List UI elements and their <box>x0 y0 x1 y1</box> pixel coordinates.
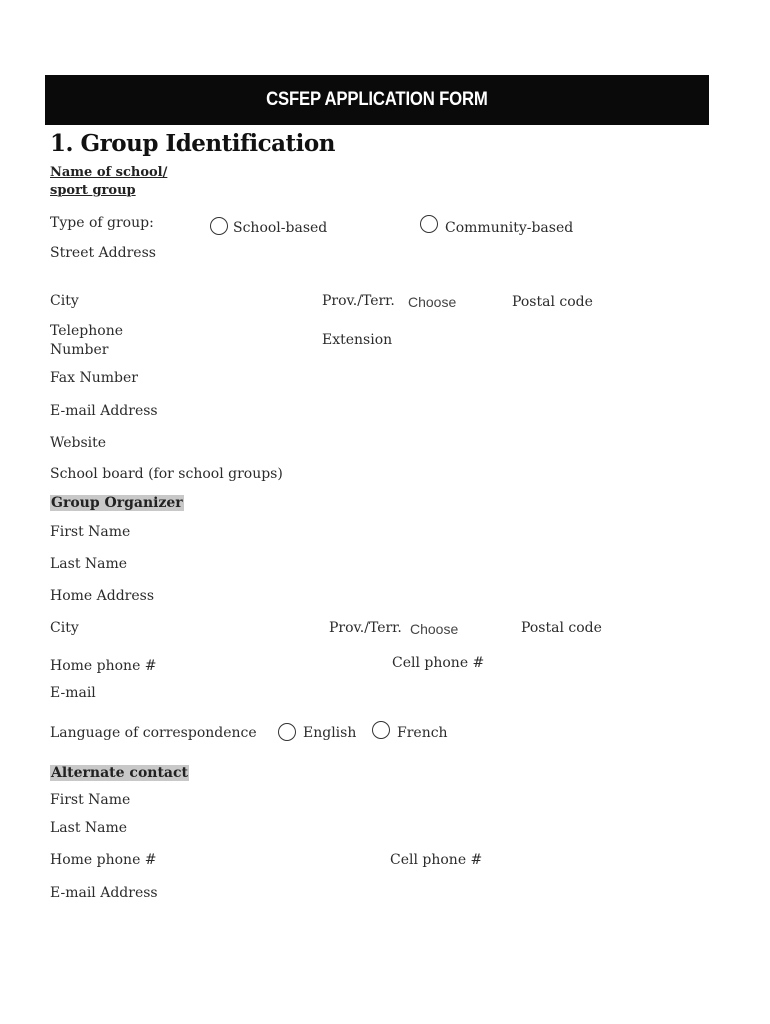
community-based-radio[interactable] <box>420 215 438 233</box>
organizer-cell-phone-label: Cell phone # <box>392 655 485 671</box>
organizer-email-label: E-mail <box>50 685 96 701</box>
organizer-prov-terr-select[interactable]: Choose <box>410 621 459 637</box>
organizer-postal-code-label: Postal code <box>521 620 602 636</box>
street-address-label: Street Address <box>50 245 156 261</box>
school-name-label-line1: Name of school/ <box>50 165 168 180</box>
telephone-label-line1: Telephone <box>50 323 124 339</box>
organizer-home-address-label: Home Address <box>50 588 155 604</box>
school-based-label: School-based <box>233 220 328 236</box>
group-type-label: Type of group: <box>50 215 154 231</box>
alternate-email-label: E-mail Address <box>50 885 158 901</box>
school-name-label <box>50 164 190 200</box>
prov-terr-select[interactable]: Choose <box>408 294 457 310</box>
telephone-label <box>50 322 123 360</box>
email-address-label: E-mail Address <box>50 403 158 419</box>
website-label: Website <box>50 435 107 451</box>
organizer-home-phone-label: Home phone # <box>50 658 157 674</box>
form-header-bar <box>45 75 709 125</box>
group-organizer-heading: Group Organizer <box>51 495 183 511</box>
english-radio[interactable] <box>278 723 296 741</box>
telephone-label-line2: Number <box>50 342 109 358</box>
community-based-label: Community-based <box>445 220 574 236</box>
prov-terr-label: Prov./Terr. <box>322 293 395 309</box>
school-board-label: School board (for school groups) <box>50 466 283 482</box>
alternate-cell-phone-label: Cell phone # <box>390 852 483 868</box>
city-label: City <box>50 293 79 309</box>
school-based-radio[interactable] <box>210 217 228 235</box>
organizer-city-label: City <box>50 620 79 636</box>
language-label: Language of correspondence <box>50 725 257 741</box>
english-label: English <box>303 725 357 741</box>
postal-code-label: Postal code <box>512 294 593 310</box>
form-title: CSFEP APPLICATION FORM <box>266 89 488 110</box>
alternate-home-phone-label: Home phone # <box>50 852 157 868</box>
french-label: French <box>397 725 448 741</box>
school-name-label-line2: sport group <box>50 183 136 198</box>
alternate-last-name-label: Last Name <box>50 820 128 836</box>
organizer-last-name-label: Last Name <box>50 556 128 572</box>
extension-label: Extension <box>322 332 393 348</box>
organizer-first-name-label: First Name <box>50 524 131 540</box>
alternate-contact-heading: Alternate contact <box>51 765 188 781</box>
fax-number-label: Fax Number <box>50 370 138 386</box>
section-title: 1. Group Identification <box>50 130 335 157</box>
alternate-first-name-label: First Name <box>50 792 131 808</box>
organizer-prov-terr-label: Prov./Terr. <box>329 620 402 636</box>
french-radio[interactable] <box>372 721 390 739</box>
